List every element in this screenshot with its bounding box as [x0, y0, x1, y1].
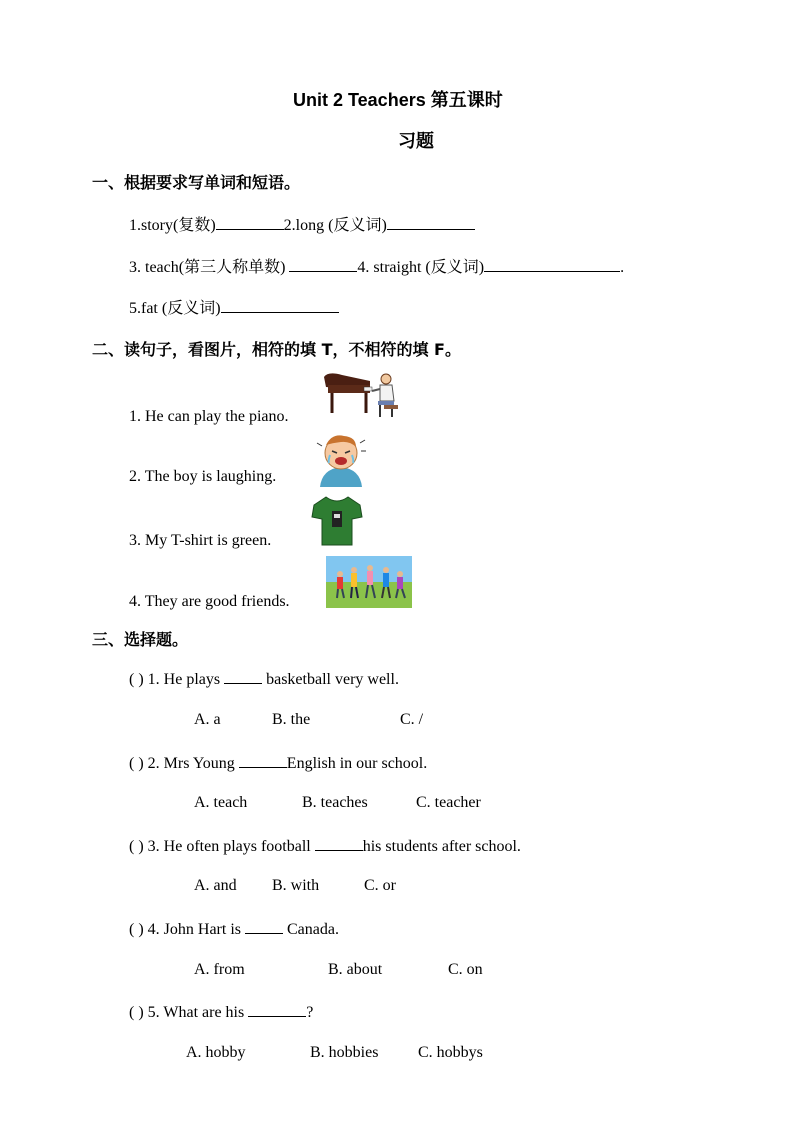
s1-line-3	[129, 295, 339, 318]
answer-blank	[245, 919, 283, 934]
s2-item-4: 4. They are good friends.	[129, 593, 290, 610]
s1-line-1	[129, 212, 475, 235]
s1-line-2	[129, 254, 624, 277]
question-text-end: Canada.	[282, 921, 339, 938]
question-text-end: his students after school.	[362, 838, 521, 855]
mc-option[interactable]: A. teach	[194, 794, 248, 811]
question-text-end: ?	[306, 1004, 314, 1021]
answer-blank[interactable]	[387, 215, 475, 230]
answer-paren[interactable]: (	[129, 671, 135, 688]
answer-blank[interactable]	[484, 257, 620, 272]
section2-heading: 二、读句子，看图片，相符的填 T，不相符的填 F。	[92, 340, 461, 359]
mc-option[interactable]: A. hobby	[186, 1044, 246, 1061]
s2-item-1: 1. He can play the piano.	[129, 408, 289, 425]
answer-blank[interactable]	[289, 257, 357, 272]
mc-question-5	[129, 1002, 313, 1022]
mc-option[interactable]: A. a	[194, 711, 221, 728]
mc-option[interactable]: C. hobbys	[418, 1044, 483, 1061]
answer-paren[interactable]: (	[129, 1004, 135, 1021]
mc-option[interactable]: C. teacher	[416, 794, 481, 811]
answer-blank[interactable]	[221, 298, 339, 313]
question-text: ) 2. Mrs Young	[134, 755, 239, 772]
s1-q1-label: 1.story(复数)	[129, 217, 216, 234]
mc-question-2	[129, 753, 427, 773]
mc-option[interactable]: B. teaches	[302, 794, 368, 811]
question-text: ) 4. John Hart is	[134, 921, 245, 938]
question-text: ) 1. He plays	[134, 671, 225, 688]
s2-item-3: 3. My T-shirt is green.	[129, 532, 272, 549]
s1-q2-label: 2.long (反义词)	[283, 217, 387, 234]
answer-blank	[315, 836, 363, 851]
mc-question-3	[129, 836, 521, 856]
s1-q3-label: 3. teach(第三人称单数)	[129, 259, 290, 276]
question-text: ) 3. He often plays football	[134, 838, 315, 855]
answer-blank	[248, 1002, 306, 1017]
answer-blank[interactable]	[216, 215, 284, 230]
section3-heading: 三、选择题。	[92, 630, 189, 649]
mc-option[interactable]: A. and	[194, 877, 237, 894]
s1-line-end: .	[620, 259, 625, 276]
answer-blank	[224, 669, 262, 684]
mc-option[interactable]: C. on	[448, 961, 483, 978]
piano-player-icon	[322, 369, 402, 421]
question-text-end: English in our school.	[286, 755, 428, 772]
crying-boy-icon	[314, 431, 368, 487]
page-subtitle: 习题	[398, 131, 434, 151]
mc-option[interactable]: B. the	[272, 711, 311, 728]
mc-option[interactable]: B. about	[328, 961, 383, 978]
mc-option[interactable]: A. from	[194, 961, 245, 978]
friends-playing-icon	[326, 556, 412, 608]
mc-question-1	[129, 669, 399, 689]
mc-question-4	[129, 919, 339, 939]
answer-paren[interactable]: (	[129, 838, 135, 855]
mc-option[interactable]: C. or	[364, 877, 396, 894]
answer-paren[interactable]: (	[129, 755, 135, 772]
s1-q4-label: 4. straight (反义词)	[357, 259, 485, 276]
mc-option[interactable]: B. hobbies	[310, 1044, 379, 1061]
s1-q5-label: 5.fat (反义词)	[129, 300, 221, 317]
question-text: ) 5. What are his	[134, 1004, 249, 1021]
answer-paren[interactable]: (	[129, 921, 135, 938]
question-text-end: basketball very well.	[262, 671, 399, 688]
mc-option[interactable]: C. /	[400, 711, 424, 728]
page-title: Unit 2 Teachers 第五课时	[293, 90, 503, 110]
s2-item-2: 2. The boy is laughing.	[129, 468, 277, 485]
section1-heading: 一、根据要求写单词和短语。	[92, 173, 301, 192]
green-tshirt-icon	[310, 495, 364, 547]
answer-blank	[239, 753, 287, 768]
mc-option[interactable]: B. with	[272, 877, 320, 894]
